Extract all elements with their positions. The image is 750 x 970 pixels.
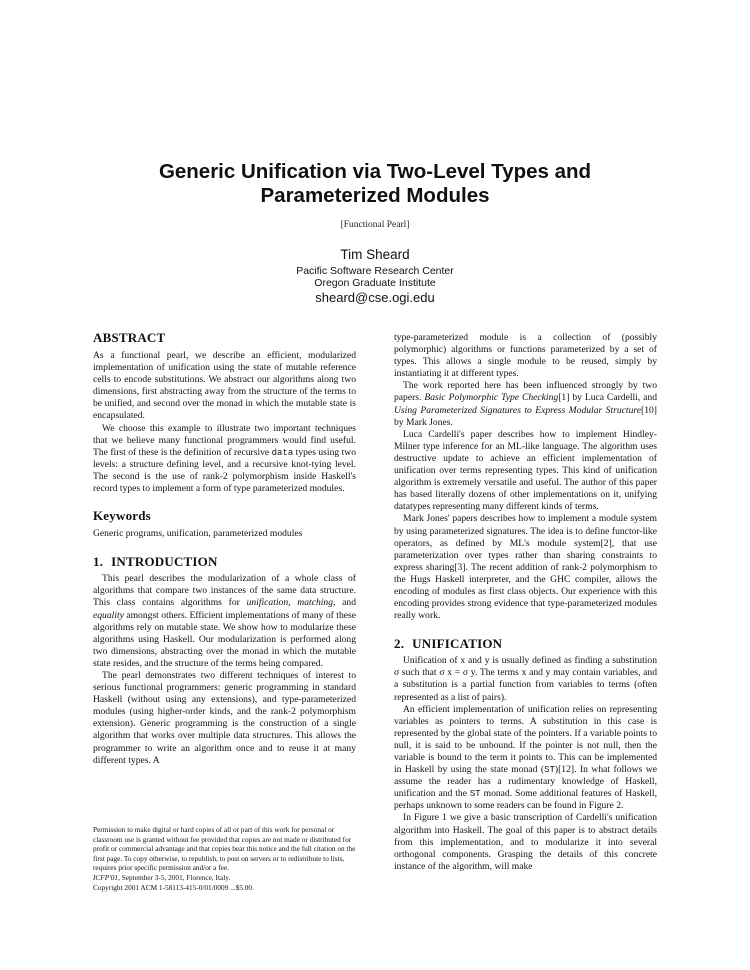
unification-paragraph-3: In Figure 1 we give a basic transcription of Cardelli's unification algorithm into Haskell. The goal of this paper is to abstract details from this implementation, and to modularize it into several orthogonal components. Grasping the details of this concrete instance of the algorithm, will make <box>394 812 657 872</box>
intro-paragraph-2: The pearl demonstrates two different techniques of interest to serious functional programmers: generic programming in standard Haskell (without using any extensions), and type-parameterized modules (using higher-order kinds, and the rank-2 polymorphism extension). Generic programming is the construction of a single algorithm that works over multiple data structures. This allows the programmer to write an algorithm once and to reuse it at many different types. A <box>93 669 356 766</box>
permission-notice: Permission to make digital or hard copies of all or part of this work for personal or classroom use is granted without fee provided that copies are not made or distributed for profit or commercial advantage and that copies bear this notice and the full citation on the first page. To copy otherwise, to republish, to post on servers or to redistribute to lists, requires prior specific permission and/or a fee. <box>93 825 356 873</box>
affiliation-line-2: Oregon Graduate Institute <box>314 277 436 289</box>
intro-continued-paragraph: type-parameterized module is a collection of (possibly polymorphic) algorithms or functions parameterized by a set of types. This allows a single module to be reused, simply by instantiating it at different types. <box>394 332 657 380</box>
unification-paragraph-1: Unification of x and y is usually defined as finding a substitution σ such that σ x = σ y. The terms x and y may contain variables, and a substitution is a partial function from variables to terms (often represented as a list of pairs). <box>394 655 657 703</box>
code-data: data <box>271 447 294 458</box>
jones-paragraph: Mark Jones' papers describes how to implement a module system by using parameterized signatures. The idea is to define functor-like operators, as defined by ML's module system[2], that use parameterization over types rather than sharing constraints to express sharing[3]. The recent addition of rank-2 polymorphism to the Hugs Haskell interpreter, and the GHC compiler, allows the encoding of modules as first class objects. Our experience with this encoding provides strong evidence that type-parameterized modules really work. <box>394 513 657 622</box>
copyright-line: Copyright 2001 ACM 1-58113-415-0/01/0009 ...$5.00. <box>93 882 254 892</box>
abstract-heading: ABSTRACT <box>93 330 166 345</box>
paper-subtitle: [Functional Pearl] <box>340 220 410 230</box>
abstract-paragraph-1: As a functional pearl, we describe an efficient, modularized implementation of unification using the state of mutable reference cells to encode substitutions. We abstract our algorithms along two dimensions, first abstracting away from the structure of the terms to be unified, and second over the monad in which the mutable state is encapsulated. <box>93 350 356 422</box>
affiliation-line-1: Pacific Software Research Center <box>296 265 454 277</box>
left-column <box>93 330 356 767</box>
introduction-heading: 1. INTRODUCTION <box>93 554 218 570</box>
paper-title <box>80 160 670 208</box>
unification-heading: 2. UNIFICATION <box>394 636 503 652</box>
code-st: ST <box>469 789 481 800</box>
title-line-1: Generic Unification via Two-Level Types and <box>158 160 592 183</box>
venue-line: ICFP'01, September 3-5, 2001, Florence, Italy. <box>93 872 231 882</box>
copyright-footnote <box>93 825 358 892</box>
intro-paragraph-1: This pearl describes the modularization of a whole class of algorithms that compare two instances of the same data structure. This class contains algorithms for unification, matching, and equality amongst others. Efficient implementations of many of these algorithms rely on mutable state. We show how to modularize these algorithms using Haskell. Our modularization is performed along two dimensions, abstracting over the monad in which the mutable state resides, and the structure of the terms being compared. <box>93 573 356 669</box>
title-line-2: Parameterized Modules <box>260 184 490 207</box>
keywords-heading: Keywords <box>93 508 151 524</box>
keywords-text: Generic programs, unification, parameterized modules <box>93 528 303 540</box>
cardelli-paragraph: Luca Cardelli's paper describes how to implement Hindley-Milner type inference for an ML-like language. The algorithm uses destructive update to achieve an efficient implementation of unification over terms representing types. This kind of unification algorithm is extremely versatile and useful. The author of this paper has based literally dozens of other implementations on it, unifying datatypes representing many different kinds of terms. <box>394 428 657 513</box>
right-column <box>394 332 657 873</box>
author-email: sheard@cse.ogi.edu <box>315 290 435 305</box>
influences-paragraph: The work reported here has been influenced strongly by two papers. Basic Polymorphic Type Checking[1] by Luca Cardelli, and Using Parameterized Signatures to Express Modular Structure[10] by Mark Jones. <box>394 380 658 428</box>
author-name: Tim Sheard <box>340 247 410 262</box>
code-st: ST <box>544 765 555 776</box>
unification-paragraph-2: An efficient implementation of unification relies on representing variables as pointers to terms. A substitution in this case is represented by the global state of the pointers. If a variable points to null, it is said to be unbound. If the pointer is not null, then the variable is bound to the term it points to. This can be implemented in Haskell by using the state monad (ST)[12]. In what follows we assume the reader has a rudimentary knowledge of Haskell, unification and the ST monad. Some additional features of Haskell, perhaps unknown to some readers can be found in Figure 2. <box>394 703 657 812</box>
abstract-paragraph-2: We choose this example to illustrate two important techniques that we believe many functional programmers would find useful. The first of these is the definition of recursive data types using two levels: a structure defining level, and a recursive knot-tying level. The second is the use of rank-2 polymorphism inside Haskell's record types to implement a form of type parameterized modules. <box>93 422 356 495</box>
